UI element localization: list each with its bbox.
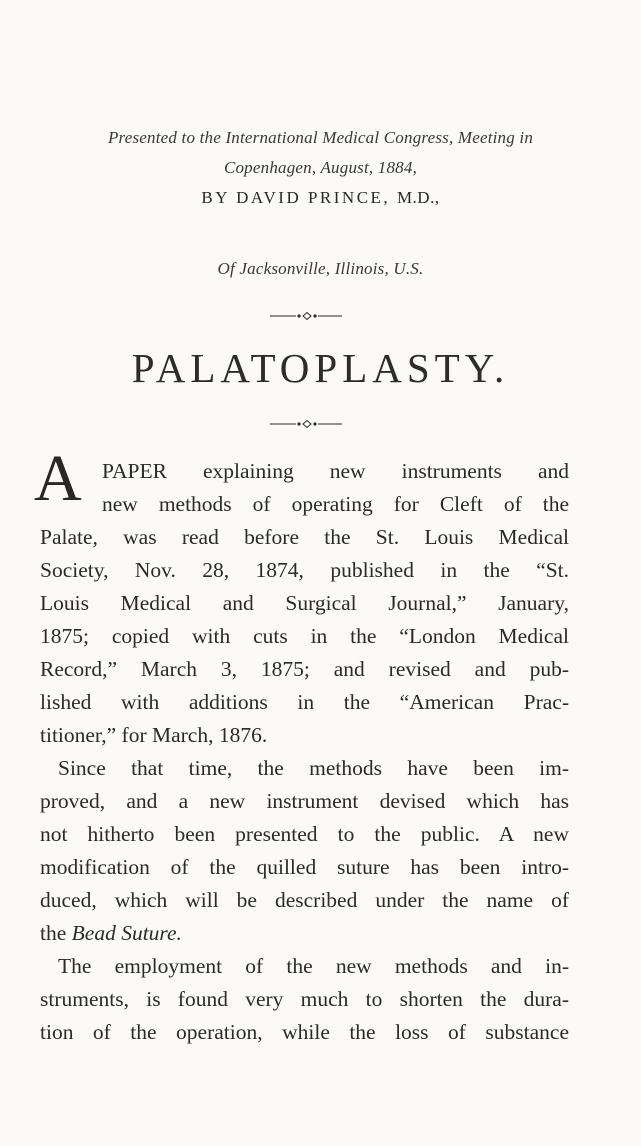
author-name: DAVID PRINCE, — [236, 188, 391, 207]
author-location: Of Jacksonville, Illinois, U.S. — [217, 259, 424, 278]
body-line: modification of the quilled suture has been intro- — [40, 855, 569, 879]
body-line: Palate, was read before the St. Louis Medical — [40, 525, 569, 549]
author-degree: M.D., — [396, 188, 440, 207]
body-line: titioner,” for March, 1876. — [40, 723, 268, 747]
body-line: PAPER explaining new instruments and — [102, 459, 569, 483]
byline — [0, 188, 641, 208]
body-line: struments, is found very much to shorten the dura- — [40, 987, 569, 1011]
body-line: not hitherto been presented to the public. A new — [40, 822, 569, 846]
body-line: Louis Medical and Surgical Journal,” January, — [40, 591, 569, 615]
body-line: proved, and a new instrument devised which has — [40, 789, 569, 813]
ornament-rule-top — [270, 310, 342, 322]
body-line: lished with additions in the “American Prac- — [40, 690, 569, 714]
body-text: the — [40, 921, 67, 945]
body-line: The employment of the new methods and in- — [58, 954, 569, 978]
body-line — [40, 923, 569, 945]
presented-line-1: Presented to the International Medical Congress, Meeting in — [107, 128, 534, 147]
bead-suture-term: Bead Suture. — [71, 921, 182, 945]
body-line: duced, which will be described under the name of — [40, 888, 569, 912]
byline-prefix: BY — [201, 188, 230, 207]
body-line: 1875; copied with cuts in the “London Medical — [40, 624, 569, 648]
ornament-rule-bottom — [270, 418, 342, 430]
presented-line-2: Copenhagen, August, 1884, — [223, 158, 418, 177]
body-line: tion of the operation, while the loss of substance — [40, 1020, 569, 1044]
body-line: Record,” March 3, 1875; and revised and pub- — [40, 657, 569, 681]
body-line: new methods of operating for Cleft of the — [102, 492, 569, 516]
body-line: Since that time, the methods have been im- — [58, 756, 569, 780]
drop-cap: A — [34, 442, 82, 515]
page-title: PALATOPLASTY. — [131, 345, 510, 391]
body-line: Society, Nov. 28, 1874, published in the “St. — [40, 558, 569, 582]
